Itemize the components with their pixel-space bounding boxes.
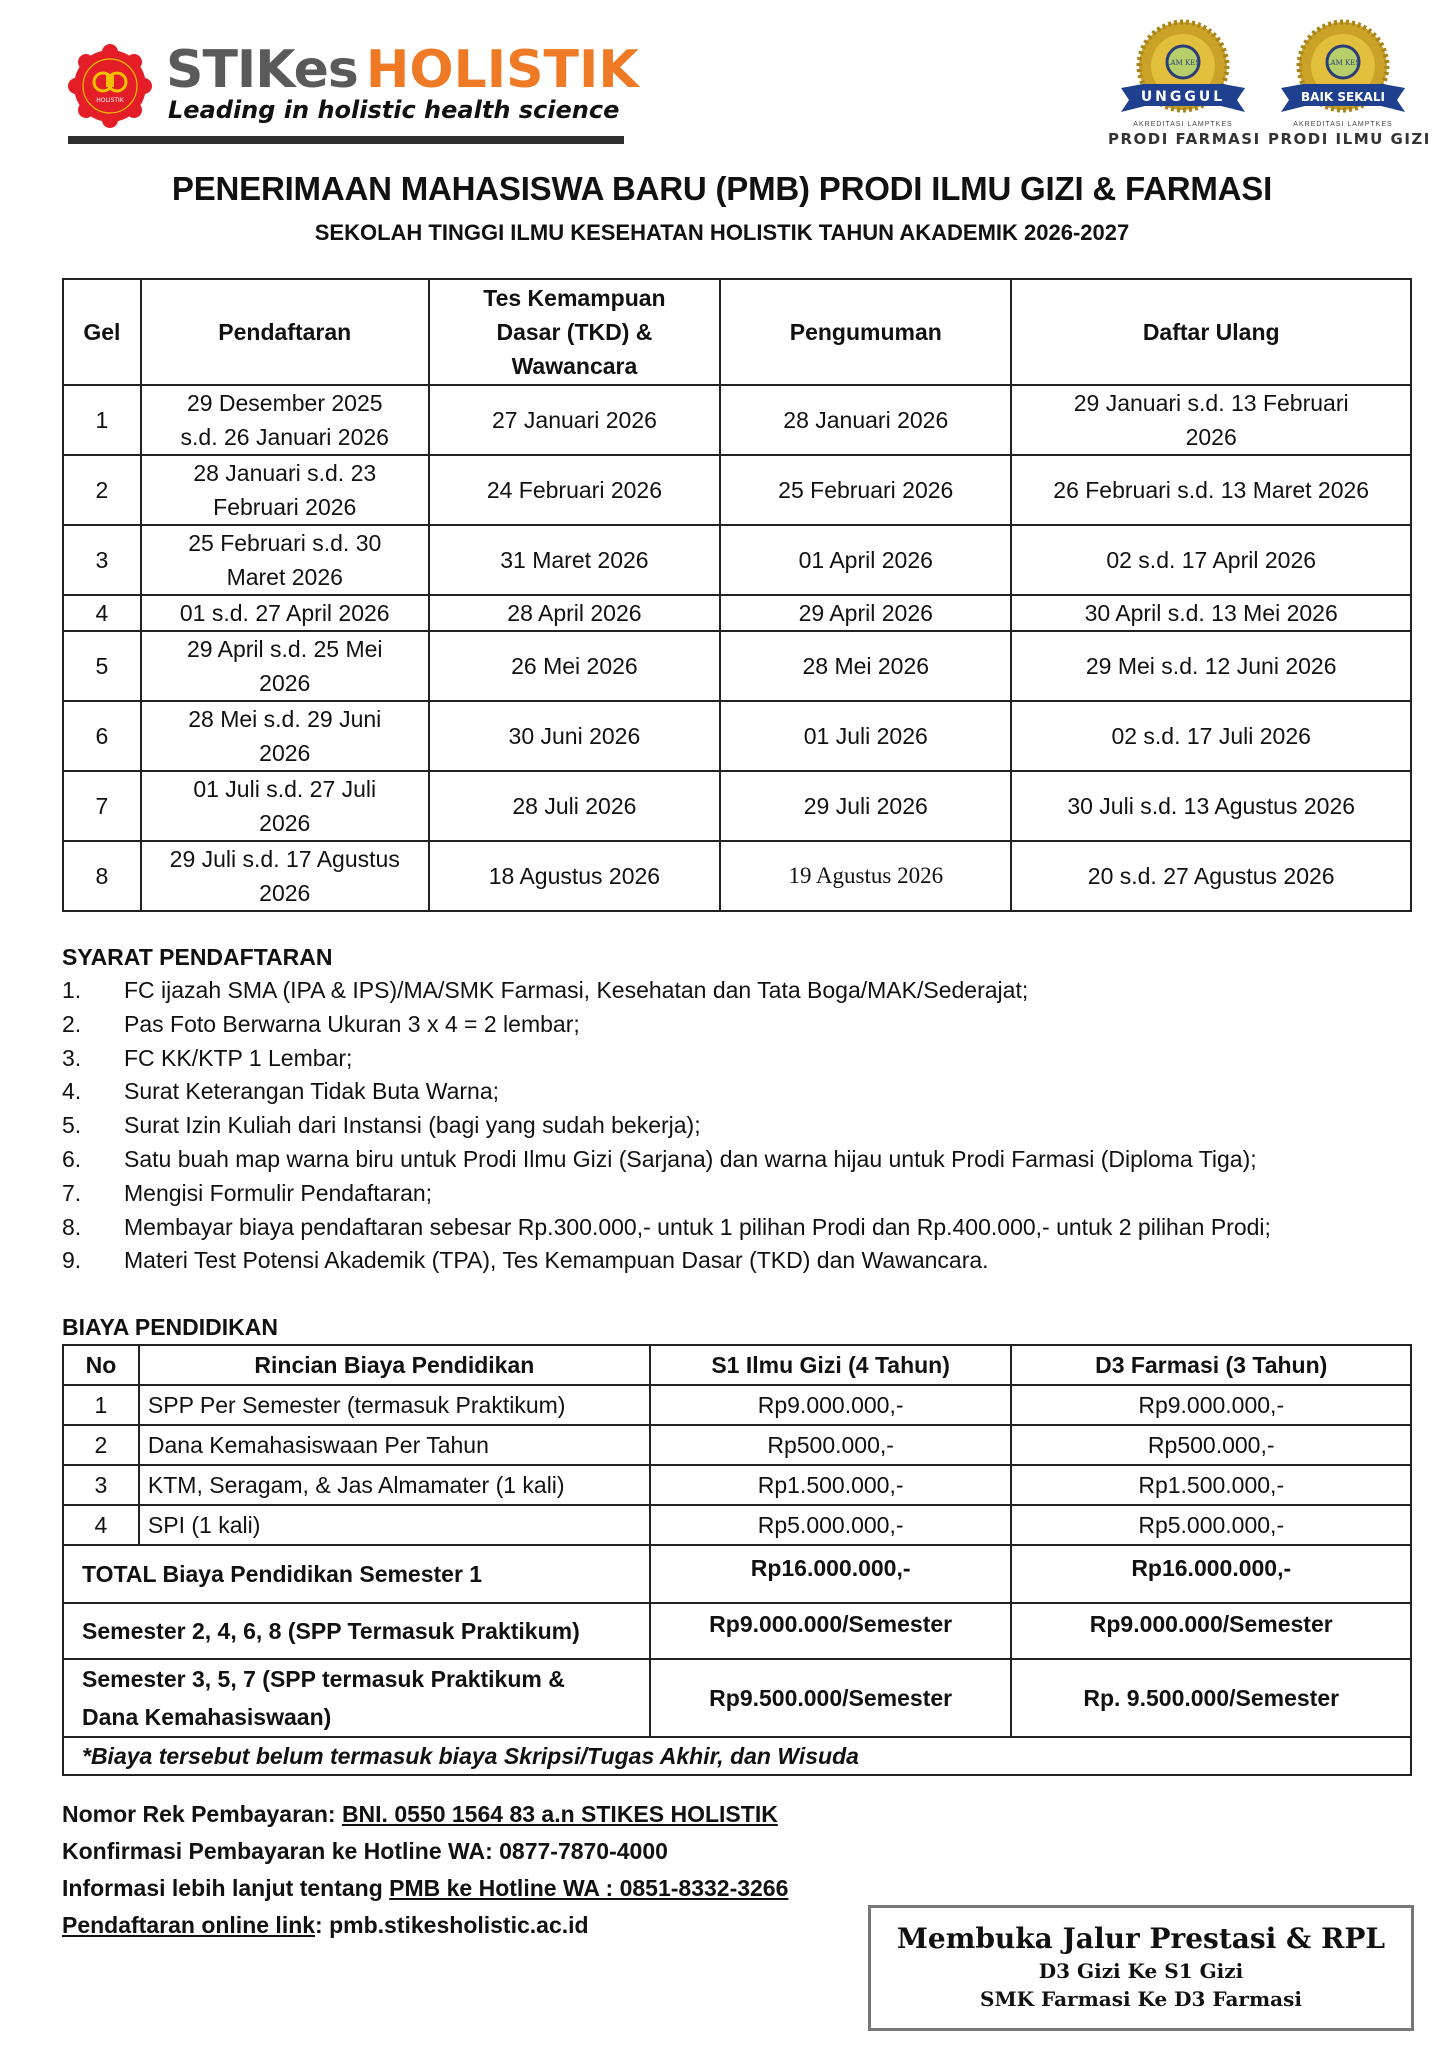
cell-gel: 8 — [63, 841, 141, 911]
semester-even-s1: Rp9.000.000/Semester — [650, 1603, 1012, 1659]
list-item: 7. Mengisi Formulir Pendaftaran; — [62, 1179, 433, 1206]
list-item: 2. Pas Foto Berwarna Ukuran 3 x 4 = 2 lembar; — [62, 1010, 580, 1037]
cell-pengumuman: 01 April 2026 — [720, 525, 1011, 595]
cell-pendaftaran: 29 Desember 2025 s.d. 26 Januari 2026 — [141, 385, 429, 455]
cell-pengumuman: 28 Januari 2026 — [720, 385, 1011, 455]
table-row — [63, 1465, 1411, 1505]
cell-item: Dana Kemahasiswaan Per Tahun — [139, 1425, 650, 1465]
schedule-table — [62, 278, 1412, 912]
cell-tkd: 26 Mei 2026 — [429, 631, 721, 701]
logo-underline-bar — [68, 136, 624, 144]
table-row — [63, 595, 1411, 631]
cell-item: KTM, Seragam, & Jas Almamater (1 kali) — [139, 1465, 650, 1505]
online-registration-line: Pendaftaran online link: pmb.stikesholistic.ac.id — [62, 1912, 589, 1938]
cell-s1: Rp500.000,- — [650, 1425, 1012, 1465]
cell-daftar-ulang: 02 s.d. 17 April 2026 — [1011, 525, 1411, 595]
cell-tkd: 28 April 2026 — [429, 595, 721, 631]
cell-gel: 3 — [63, 525, 141, 595]
brand-tagline: Leading in holistic health science — [168, 96, 620, 124]
cell-tkd: 31 Maret 2026 — [429, 525, 721, 595]
cell-d3: Rp1.500.000,- — [1011, 1465, 1411, 1505]
table-row — [63, 1505, 1411, 1545]
total-s1: Rp16.000.000,- — [650, 1545, 1012, 1603]
cell-s1: Rp9.000.000,- — [650, 1385, 1012, 1425]
requirements-section — [62, 940, 1432, 1278]
gold-seal-baik-sekali-icon — [1273, 18, 1413, 123]
semester-even-row — [63, 1603, 1411, 1659]
bank-account: BNI. 0550 1564 83 a.n STIKES HOLISTIK — [341, 1801, 778, 1827]
brand-stikes: STIKes — [166, 40, 358, 100]
total-d3: Rp16.000.000,- — [1011, 1545, 1411, 1603]
semester-even-label: Semester 2, 4, 6, 8 (SPP Termasuk Praktikum) — [63, 1603, 650, 1659]
total-row — [63, 1545, 1411, 1603]
col-header-rincian: Rincian Biaya Pendidikan — [139, 1345, 650, 1385]
cell-tkd: 24 Februari 2026 — [429, 455, 721, 525]
account-line: Nomor Rek Pembayaran: BNI. 0550 1564 83 a.n STIKES HOLISTIK — [62, 1801, 778, 1827]
cell-tkd: 27 Januari 2026 — [429, 385, 721, 455]
cell-d3: Rp9.000.000,- — [1011, 1385, 1411, 1425]
table-row — [63, 1385, 1411, 1425]
page-title: PENERIMAAN MAHASISWA BARU (PMB) PRODI ILMU GIZI & FARMASI — [171, 170, 1273, 207]
cell-daftar-ulang: 02 s.d. 17 Juli 2026 — [1011, 701, 1411, 771]
info-line: Informasi lebih lanjut tentang PMB ke Hotline WA : 0851-8332-3266 — [62, 1875, 789, 1901]
cell-daftar-ulang: 26 Februari s.d. 13 Maret 2026 — [1011, 455, 1411, 525]
cell-pengumuman: 01 Juli 2026 — [720, 701, 1011, 771]
prestasi-line-farmasi: SMK Farmasi Ke D3 Farmasi — [980, 1987, 1302, 2011]
semester-odd-label: Semester 3, 5, 7 (SPP termasuk Praktikum & Dana Kemahasiswaan) — [63, 1659, 650, 1737]
col-header-pengumuman: Pengumuman — [720, 279, 1011, 385]
cell-pengumuman: 25 Februari 2026 — [720, 455, 1011, 525]
svg-text:BAIK SEKALI: BAIK SEKALI — [1301, 90, 1385, 104]
cell-daftar-ulang: 30 April s.d. 13 Mei 2026 — [1011, 595, 1411, 631]
cell-tkd: 30 Juni 2026 — [429, 701, 721, 771]
col-header-no: No — [63, 1345, 139, 1385]
cell-no: 4 — [63, 1505, 139, 1545]
list-item: 6. Satu buah map warna biru untuk Prodi Ilmu Gizi (Sarjana) dan warna hijau untuk Prodi Farmasi (Diploma Tiga); — [62, 1145, 1257, 1172]
cell-pengumuman: 19 Agustus 2026 — [720, 841, 1011, 911]
cell-s1: Rp1.500.000,- — [650, 1465, 1012, 1505]
cell-pendaftaran: 29 Juli s.d. 17 Agustus 2026 — [141, 841, 429, 911]
col-header-gel: Gel — [63, 279, 141, 385]
contact-info — [62, 1796, 788, 1944]
cell-pengumuman: 28 Mei 2026 — [720, 631, 1011, 701]
list-item: 9. Materi Test Potensi Akademik (TPA), Tes Kemampuan Dasar (TKD) dan Wawancara. — [62, 1247, 989, 1274]
table-row — [63, 385, 1411, 455]
requirements-heading: SYARAT PENDAFTARAN — [62, 944, 333, 970]
cell-daftar-ulang: 29 Januari s.d. 13 Februari 2026 — [1011, 385, 1411, 455]
online-registration-url[interactable]: pmb.stikesholistic.ac.id — [329, 1912, 589, 1938]
list-item: 8. Membayar biaya pendaftaran sebesar Rp.300.000,- untuk 1 pilihan Prodi dan Rp.400.000,- untuk 2 pilihan Prodi; — [62, 1213, 1271, 1240]
cell-gel: 4 — [63, 595, 141, 631]
cell-d3: Rp500.000,- — [1011, 1425, 1411, 1465]
col-header-tkd: Tes Kemampuan Dasar (TKD) & Wawancara — [429, 279, 721, 385]
cell-pendaftaran: 25 Februari s.d. 30 Maret 2026 — [141, 525, 429, 595]
col-header-daftar-ulang: Daftar Ulang — [1011, 279, 1411, 385]
semester-odd-d3: Rp. 9.500.000/Semester — [1011, 1659, 1411, 1737]
schedule-header-row — [63, 279, 1411, 385]
list-item: 4. Surat Keterangan Tidak Buta Warna; — [62, 1078, 500, 1105]
table-row — [63, 455, 1411, 525]
svg-text:LAM KES: LAM KES — [1165, 59, 1201, 67]
gold-seal-unggul-icon — [1113, 18, 1253, 123]
list-item: 3. FC KK/KTP 1 Lembar; — [62, 1044, 353, 1071]
badge-prodi-label: PRODI ILMU GIZI — [1268, 130, 1431, 148]
cell-tkd: 28 Juli 2026 — [429, 771, 721, 841]
table-row — [63, 771, 1411, 841]
requirements-list — [62, 974, 1432, 1278]
cell-pendaftaran: 29 April s.d. 25 Mei 2026 — [141, 631, 429, 701]
cell-d3: Rp5.000.000,- — [1011, 1505, 1411, 1545]
cell-s1: Rp5.000.000,- — [650, 1505, 1012, 1545]
table-row — [63, 701, 1411, 771]
semester-odd-s1: Rp9.500.000/Semester — [650, 1659, 1012, 1737]
table-row — [63, 525, 1411, 595]
col-header-d3-farmasi: D3 Farmasi (3 Tahun) — [1011, 1345, 1411, 1385]
total-label: TOTAL Biaya Pendidikan Semester 1 — [63, 1545, 650, 1603]
table-row — [63, 631, 1411, 701]
list-item: 1. FC ijazah SMA (IPA & IPS)/MA/SMK Farmasi, Kesehatan dan Tata Boga/MAK/Sederajat; — [62, 977, 1029, 1003]
cell-daftar-ulang: 20 s.d. 27 Agustus 2026 — [1011, 841, 1411, 911]
svg-text:UNGGUL: UNGGUL — [1140, 89, 1226, 105]
cell-tkd: 18 Agustus 2026 — [429, 841, 721, 911]
online-registration-link-label[interactable]: Pendaftaran online link — [62, 1912, 316, 1938]
cell-daftar-ulang: 29 Mei s.d. 12 Juni 2026 — [1011, 631, 1411, 701]
info-hotline: PMB ke Hotline WA : 0851-8332-3266 — [389, 1875, 789, 1901]
fees-note: *Biaya tersebut belum termasuk biaya Skripsi/Tugas Akhir, dan Wisuda — [63, 1737, 1411, 1775]
table-row — [63, 841, 1411, 911]
brand-name — [166, 40, 639, 100]
fees-header-row — [63, 1345, 1411, 1385]
list-item: 5. Surat Izin Kuliah dari Instansi (bagi yang sudah bekerja); — [62, 1112, 701, 1139]
cell-item: SPI (1 kali) — [139, 1505, 650, 1545]
fees-heading: BIAYA PENDIDIKAN — [62, 1314, 278, 1340]
page-subtitle: SEKOLAH TINGGI ILMU KESEHATAN HOLISTIK TAHUN AKADEMIK 2026-2027 — [314, 220, 1130, 245]
accreditation-badge-farmasi: LAM KES UNGGUL AKREDITASI LAMPTKES PRODI FARMASI — [1108, 18, 1258, 163]
institution-seal-icon — [68, 44, 152, 128]
cell-gel: 1 — [63, 385, 141, 455]
col-header-pendaftaran: Pendaftaran — [141, 279, 429, 385]
accreditation-badge-gizi: LAM KES BAIK SEKALI AKREDITASI LAMPTKES PRODI ILMU GIZI — [1268, 18, 1418, 163]
table-row — [63, 1425, 1411, 1465]
semester-even-d3: Rp9.000.000/Semester — [1011, 1603, 1411, 1659]
cell-pendaftaran: 01 s.d. 27 April 2026 — [141, 595, 429, 631]
fees-note-row — [63, 1737, 1411, 1775]
fees-table — [62, 1344, 1412, 1776]
badge-prodi-label: PRODI FARMASI — [1108, 130, 1261, 148]
cell-gel: 6 — [63, 701, 141, 771]
payment-confirm-line: Konfirmasi Pembayaran ke Hotline WA: 0877-7870-4000 — [62, 1838, 668, 1864]
cell-gel: 7 — [63, 771, 141, 841]
brand-holistik: HOLISTIK — [365, 40, 639, 100]
svg-text:LAM KES: LAM KES — [1325, 59, 1361, 67]
prestasi-title: Membuka Jalur Prestasi & RPL — [896, 1922, 1386, 1955]
accreditation-badges — [1108, 18, 1438, 168]
prestasi-rpl-box — [868, 1905, 1414, 2031]
cell-gel: 2 — [63, 455, 141, 525]
prestasi-line-gizi: D3 Gizi Ke S1 Gizi — [1038, 1959, 1244, 1983]
cell-no: 3 — [63, 1465, 139, 1505]
institution-logo — [68, 40, 639, 144]
cell-no: 1 — [63, 1385, 139, 1425]
cell-pengumuman: 29 Juli 2026 — [720, 771, 1011, 841]
cell-gel: 5 — [63, 631, 141, 701]
cell-daftar-ulang: 30 Juli s.d. 13 Agustus 2026 — [1011, 771, 1411, 841]
svg-text:HOLISTIK: HOLISTIK — [96, 97, 124, 104]
cell-pendaftaran: 01 Juli s.d. 27 Juli 2026 — [141, 771, 429, 841]
cell-pendaftaran: 28 Mei s.d. 29 Juni 2026 — [141, 701, 429, 771]
cell-no: 2 — [63, 1425, 139, 1465]
cell-pengumuman: 29 April 2026 — [720, 595, 1011, 631]
cell-item: SPP Per Semester (termasuk Praktikum) — [139, 1385, 650, 1425]
cell-pendaftaran: 28 Januari s.d. 23 Februari 2026 — [141, 455, 429, 525]
semester-odd-row — [63, 1659, 1411, 1737]
col-header-s1-gizi: S1 Ilmu Gizi (4 Tahun) — [650, 1345, 1012, 1385]
